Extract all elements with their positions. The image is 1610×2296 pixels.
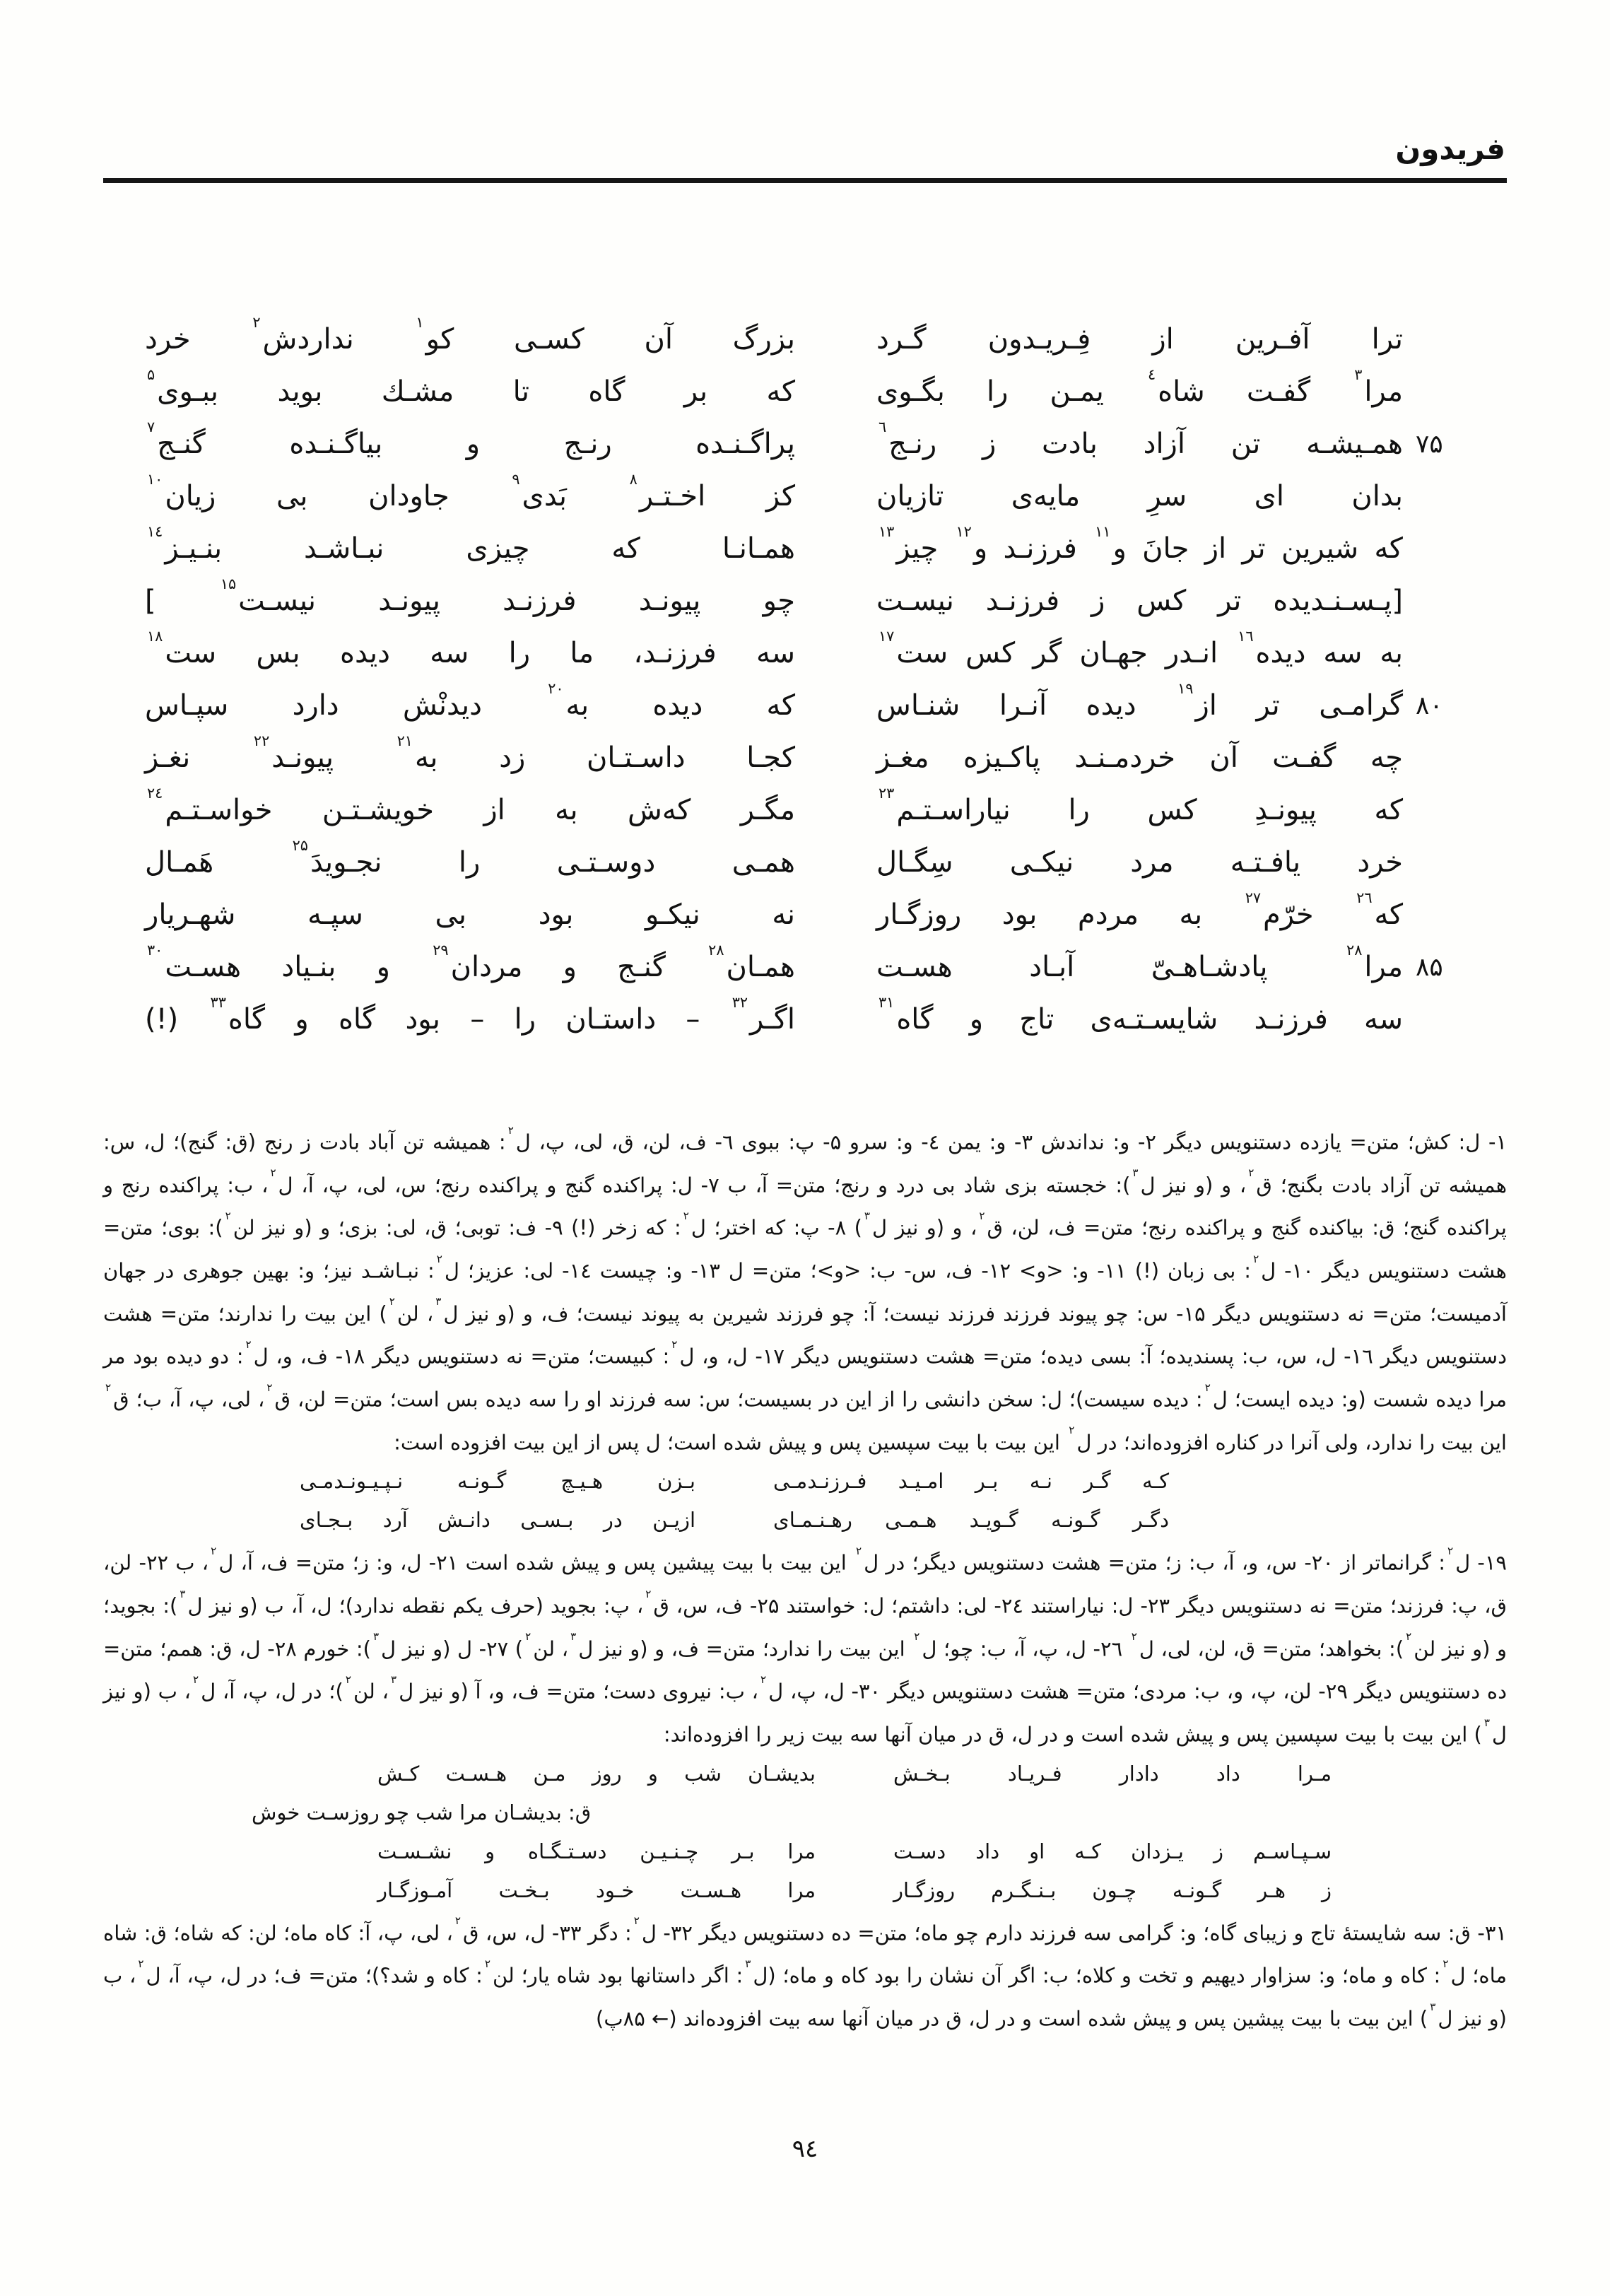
poem-row [145, 784, 1488, 836]
hemistich-first: بدان ای سرِ مایه‌ی تازیان [876, 480, 1403, 512]
verse-number: ۸۰ [1416, 691, 1443, 720]
hemistich-second: پراگـنـده رنـج و بیاگـنـده گنـج$^۷$ [147, 418, 795, 460]
hemistich-first: به سه دیده$^{۱٦}$ انـدر جهـان گر کس ست$^{۱۷}$ [879, 628, 1403, 669]
hemistich-second: مرا بـر چـنـیـن دسـتـگـاه و نشـسـت [377, 1839, 816, 1863]
poem-row [145, 732, 1488, 784]
apparatus-paragraph-3: ۳۱- ق: سه شایستهٔ تاج و زیبای گاه؛ و: گرامی سه فرزند دارم چو ماه؛ متن= ده دستنویس دیگر ۳۲- ل$^۲$: دگر ۳۳- ل، س، ق$^۲$، لی، پ، آ: کاه ماه؛ لن: که شاه؛ ق: شاه ماه؛ ل$^۲$: کاه و ماه؛ و: سزاوار دیهیم و تخت و کلاه؛ ب: اگر آن نشان را بود کاه و ماه؛ (ل$^۳$: اگر داستانها بود شاه یار؛ لن$^۲$: کاه و شد؟)؛ متن= ف؛ در ل، پ، آ، ل$^۲$، ب (و نیز ل$^۳$) این بیت با بیت پیشین پس و پیش شده است و در ل، ق در میان آنها سه بیت افزوده‌اند (← ۸۵پ) [103, 1914, 1508, 2031]
hemistich-first: ز هـر گـونـه چـون بـنـگـرم روزگـار [893, 1878, 1332, 1902]
hemistich-first: کـه گـر نـه بـر امـیـد فـرزنـدمـی [773, 1469, 1169, 1494]
apparatus-paragraph-2: ۱۹- ل$^۲$: گرانماتر از ۲۰- س، و، آ، ب: ز؛ متن= هشت دستنویس دیگر؛ در ل$^۲$ این بیت با بیت پیشین پس و پیش شده است ۲۱- ل، و: ز؛ متن= ف، آ، ل$^۲$، ب ۲۲- لن، ق، پ: فرزند؛ متن= نه دستنویس دیگر ۲۳- ل: نیاراستند ۲٤- لی: داشتم؛ ل: خواستند ۲۵- ف، س، ق$^۲$، پ: بجوید (حرف یکم نقطه ندارد)؛ ل، آ، ب (و نیز ل$^۳$): بجوید؛ و (و نیز لن$^۲$): بخواهد؛ متن= ق، لن، لی، ل$^۲$ ۲٦- ل، پ، آ، ب: چو؛ ل$^۲$ این بیت را ندارد؛ متن= ف، و (و نیز ل$^۳$، لن$^۲$) ۲۷- ل (و نیز ل$^۳$): خورم ۲۸- ل، ق: همم؛ متن= ده دستنویس دیگر ۲۹- لن، پ، و، ب: مردی؛ متن= هشت دستنویس دیگر ۳۰- ل، پ، ل$^۲$، ب: نیروی دست؛ متن= ف، و، آ (و نیز ل$^۳$، لن$^۲$)؛ در ل، پ، آ، ل$^۲$، ب (و نیز ل$^۳$) این بیت با بیت سپسین پس و پیش شده است و در ل، ق در میان آنها سه بیت زیر را افزوده‌اند: [103, 1544, 1508, 1747]
poem-row [145, 365, 1488, 418]
inserted-couplet [103, 1501, 1507, 1540]
inserted-couplet [103, 1755, 1507, 1793]
hemistich-first: دگـر گـونـه گـویـد هـمـی رهـنـمـای [773, 1508, 1169, 1533]
page-number: ٩٤ [792, 2135, 818, 2163]
inserted-couplet [103, 1871, 1507, 1910]
inserted-couplet [103, 1832, 1507, 1871]
hemistich-second: که دیده به$^{۲۰}$ دیدنْش دارد سپـاس [145, 680, 795, 722]
inserted-couplet [103, 1462, 1507, 1501]
hemistich-first: مرا$^۳$ گفـت شاه$^٤$ یمـن را بگـوی [876, 366, 1403, 408]
poem-block [145, 313, 1488, 1046]
inserted-verses-1 [103, 1462, 1507, 1540]
hemistich-second: همـان$^{۲۸}$ گنـج و مردان$^{۲۹}$ و بنـیاد هسـت$^{۳۰}$ [147, 942, 795, 983]
hemistich-first: خرد یافـتـه مرد نیکـی سِگـال [876, 846, 1403, 879]
hemistich-second: سه فرزنـد، ما را سه دیده بس ست$^{۱۸}$ [147, 628, 795, 669]
hemistich-second: نه نیکـو بود بی سپـه شهـریار [145, 898, 795, 931]
hemistich-second: چو پیونـد فرزنـد پیونـد نیسـت$^{۱۵}$ ] [145, 575, 795, 617]
hemistich-second: بزرگ آن کسـی کو$^۱$ نداردش$^۲$ خرد [145, 314, 795, 356]
verse-number: ۷۵ [1416, 429, 1443, 459]
critical-apparatus [103, 1119, 1507, 2039]
hemistich-second: اگـر$^{۳۲}$ – داستـان را – بود گاه و گاه$^{۳۳}$ (!) [145, 994, 795, 1036]
hemistich-first: ترا آفـرین از فِـریـدون گـرد [876, 323, 1403, 356]
hemistich-first: گرامـی تر از$^{۱۹}$ دیده آنـرا شنـاس [876, 680, 1404, 722]
verse-number: ۸۵ [1416, 952, 1443, 982]
header-rule [103, 178, 1507, 183]
poem-row [145, 836, 1488, 889]
hemistich-second: کجـا داسـتـان زد به$^{۲۱}$ پیونـد$^{۲۲}$ نغـز [145, 732, 795, 774]
inserted-verses-2 [103, 1755, 1507, 1910]
hemistich-first: مـرا داد دادار فـریـاد بـخـش [893, 1761, 1332, 1786]
poem-row [145, 418, 1488, 470]
hemistich-second: همـی دوسـتـی را نجـویدَ$^{۲۵}$ هَمـال [145, 837, 795, 879]
poem-row [145, 941, 1488, 993]
hemistich-first: که شیرین تر از جانَ و$^{۱۱}$ فرزنـد و$^{۱۲}$ چیز$^{۱۳}$ [879, 523, 1403, 565]
poem-row [145, 313, 1488, 365]
hemistich-second: همـانـا که چیزی نبـاشـد بنـیـز$^{۱٤}$ [147, 523, 795, 565]
hemistich-first: چه گفـت آن خردمـنـد پاکـیزه مغـز [876, 742, 1403, 774]
poem-row [145, 627, 1488, 679]
hemistich-first: که$^{۲٦}$ خرّم$^{۲۷}$ به مردم بود روزگـار [876, 889, 1403, 931]
hemistich-second: کز اخـتـر$^۸$ بَدی$^۹$ جاودان بی زیان$^{۱۰}$ [147, 471, 796, 512]
hemistich-first: که پیونـدِ کس را نیاراسـتـم$^{۲۳}$ [879, 785, 1403, 826]
poem-row [145, 522, 1488, 575]
hemistich-first: مرا$^{۲۸}$ پادشـاهـیّ آبـاد هسـت [876, 942, 1403, 983]
poem-row [145, 575, 1488, 627]
page-title: فریدون [1395, 131, 1505, 166]
hemistich-first: سـپـاسـم ز یـزدان کـه او داد دسـت [893, 1839, 1332, 1863]
poem-row [145, 470, 1488, 522]
hemistich-first: [پـسـنـدیده تر کس ز فرزنـد نیسـت [876, 585, 1403, 617]
hemistich-second: بدیشـان شب و روز مـن هـسـت کـش [377, 1761, 816, 1786]
variant-half-line: ق: بدیشـان مرا شب چو روزسـت خوش [252, 1800, 592, 1824]
poem-row [145, 889, 1488, 941]
hemistich-second: مگـر که‌ش به از خویشـتـن خواسـتـم$^{۲٤}$ [147, 785, 795, 826]
hemistich-second: مرا هـسـت خـود بـخـت آمـوزگـار [377, 1878, 816, 1902]
hemistich-second: که بر گاه تا مشـك بوید ببـوی$^۵$ [147, 366, 795, 408]
apparatus-paragraph-1: ۱- ل: کش؛ متن= یازده دستنویس دیگر ۲- و: نداندش ۳- و: یمن ٤- و: سرو ۵- پ: ببوی ٦- ف، لن، ق، لی، پ، ل$^۲$: همیشه تن آباد بادت ز رنج (ق: گنج)؛ ل، س: همیشه تن آزاد بادت بگنج؛ ق$^۲$، و (و نیز ل$^۳$): خجسته بزی شاد بی درد و رنج؛ متن= آ، ب ۷- ل: پراکنده گنج و پراکنده رنج؛ س، لی، پ، آ، ل$^۲$، ب: پراکنده رنج و پراکنده گنج؛ ق: بیاکنده گنج و پراکنده رنج؛ متن= ف، لن، ق$^۲$، و (و نیز ل$^۳$) ۸- پ: که اختر؛ ل$^۲$: که زخر (!) ۹- ف: توبی؛ ق، لی: بزی؛ و (و نیز لن$^۲$): بوی؛ متن= هشت دستنویس دیگر ۱۰- ل$^۲$: بی زبان (!) ۱۱- و: <و> ۱۲- ف، س- ب: <و>؛ متن= ل ۱۳- و: چیست ۱٤- لی: عزیز؛ ل$^۲$: نبـاشـد نیز؛ و: بهین جوهری در جهان آدمیست؛ متن= نه دستنویس دیگر ۱۵- س: چو پیوند فرزند فرزند نیست؛ آ: چو فرزند شیرین به پیوند نیست؛ ف، و (و نیز ل$^۳$، لن$^۲$) این بیت را ندارند؛ متن= هشت دستنویس دیگر ۱٦- ل، س، ب: پسندیده؛ آ: بسی دیده؛ متن= هشت دستنویس دیگر ۱۷- ل، و، ل$^۲$: کبیست؛ متن= نه دستنویس دیگر ۱۸- ف، و، ل$^۲$: دو دیده بود مر مرا دیده شست (و: دیده ایست؛ ل$^۲$: دیده سیست)؛ ل: سخن دانشی را از این در بسیست؛ س: سه فرزند او را سه دیده بس است؛ متن= لن، ق$^۲$، لی، پ، آ، ب؛ ق$^۲$ این بیت را ندارد، ولی آنرا در کناره افزوده‌اند؛ در ل$^۲$ این بیت با بیت سپسین پس و پیش شده است؛ ل پس از این بیت افزوده است: [103, 1123, 1508, 1455]
hemistich-second: بـزن هـیـچ گـونـه نـپـیـونـدمـی [300, 1469, 695, 1494]
hemistich-first: سه فرزنـد شایسـتـه‌ی تاج و گاه$^{۳۱}$ [879, 994, 1403, 1036]
hemistich-second: ازیـن در بـسـی دانـش آرد بـجـای [300, 1508, 695, 1533]
hemistich-first: همـیشـه تن آزاد بادت ز رنـج$^٦$ [879, 418, 1403, 460]
poem-row [145, 993, 1488, 1046]
poem-row [145, 679, 1488, 732]
